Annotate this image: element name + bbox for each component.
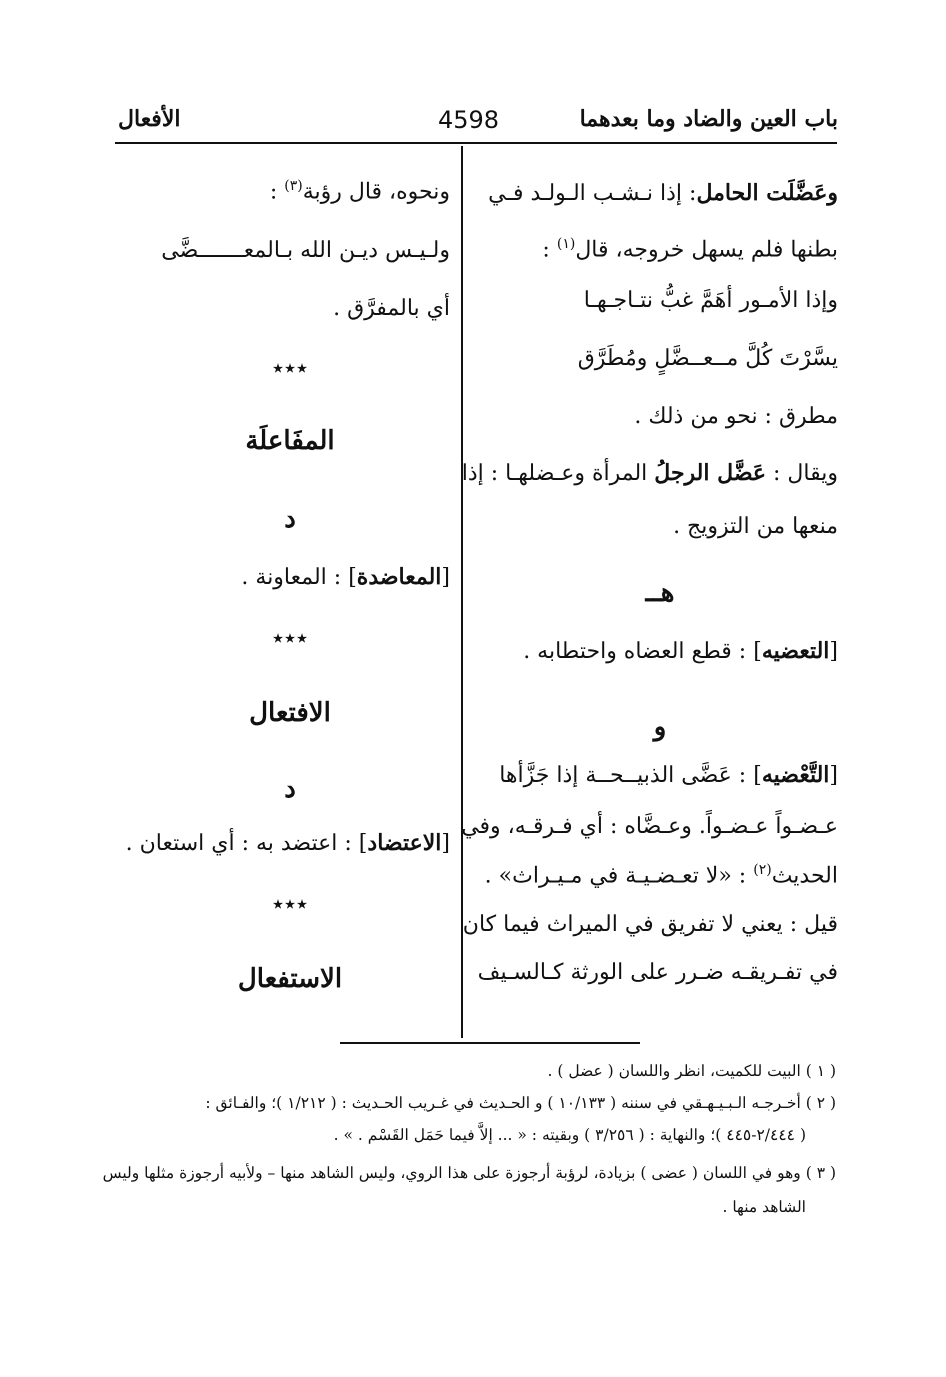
page-number: 4598 <box>438 106 500 134</box>
footnote-ref-3: (٣) <box>284 178 303 194</box>
verse-line-2: يسَّرْتَ كُلَّ مــعــضَّلٍ ومُطَرَّق <box>577 346 838 371</box>
right-line-2: بطنها فلم يسهل خروجه، قال$^{(١)}$ : <box>542 236 838 263</box>
entry-term: التعضيه <box>761 638 830 664</box>
right-line-1: وعَضَّلَت الحامل: إذا نـشـب الـولـد فـي <box>488 180 838 206</box>
root-letter-ha: هــ <box>645 578 675 608</box>
footnote-3-line-2: الشاهد منها . <box>722 1198 806 1216</box>
entry-term: المعاضدة <box>356 564 442 590</box>
entry-term: وعَضَّلَت الحامل <box>696 180 838 206</box>
section-separator-2: ٭٭٭ <box>272 626 308 651</box>
right-line-9: [التعضيه] : قطع العضاه واحتطابه . <box>523 638 838 664</box>
section-separator-1: ٭٭٭ <box>272 356 308 381</box>
entry-term: عَضَّل الرجلُ <box>654 460 767 486</box>
footnote-ref-1: (١) <box>556 236 576 252</box>
right-line-6: ويقال : عَضَّل الرجلُ المرأة وعـضلهـا : إذا <box>461 460 838 486</box>
footnote-2-line-2: ( ٢/٤٤٤-٤٤٥ )؛ والنهاية : ( ٣/٢٥٦ ) وبقيته : « ... إلاَّ فيما حَمَل القَسْم . » . <box>333 1126 806 1144</box>
root-letter-dal-2: د <box>284 774 296 804</box>
root-letter-waw: و <box>653 712 667 742</box>
verse-line-1: وإذا الأمـور أهَمَّ غبُّ نتـاجـهـا <box>583 288 838 313</box>
right-line-12: عـضـواً عـضـواً. وعـضَّاه : أي فـرقـه، وفي <box>461 814 838 839</box>
left-line-1: ونحوه، قال رؤبة$^{(٣)}$ : <box>269 178 450 205</box>
section-separator-3: ٭٭٭ <box>272 892 308 917</box>
entry-term: التَّعْضيه <box>761 762 830 788</box>
footnote-ref-2: (٢) <box>753 862 772 878</box>
right-line-15: في تفـريقـه ضـرر على الورثة كـالسـيف <box>477 960 838 985</box>
running-head-section: الأفعال <box>118 106 181 132</box>
left-verse: ولـيـس ديـن الله بـالمعـــــــضَّى <box>161 238 450 263</box>
root-letter-dal-1: د <box>284 504 296 534</box>
header-rule <box>115 142 837 144</box>
right-line-5: مطرق : نحو من ذلك . <box>634 404 838 429</box>
column-divider <box>461 146 463 1038</box>
entry-term: الاعتضاد <box>367 830 442 856</box>
running-head-chapter: باب العين والضاد وما بعدهما <box>579 106 838 132</box>
right-line-11: [التَّعْضيه] : عَضَّى الذبيــحــة إذا جَزَّأها <box>499 762 838 788</box>
section-heading-iftial: الافتعال <box>249 698 331 728</box>
footnote-2-line-1: ( ٢ ) أخـرجـه الـبـيـهـقي في سننه ( ١٠/١٣٣ ) و الحـديث في غـريب الحـديث : ( ١/٢١٢ )؛ والفـائق : <box>205 1094 836 1112</box>
right-line-14: قيل : يعني لا تفريق في الميراث فيما كان <box>462 912 838 937</box>
footnote-1: ( ١ ) البيت للكميت، انظر واللسان ( عضل ) . <box>547 1062 836 1080</box>
right-line-7: منعها من التزويج . <box>673 514 838 539</box>
right-line-13: الحديث$^{(٢)}$ : «لا تعـضـيـة في مـيـراث» . <box>484 862 838 889</box>
footnote-rule <box>340 1042 640 1044</box>
left-line-6: [المعاضدة] : المعاونة . <box>241 564 450 590</box>
footnote-3-line-1: ( ٣ ) وهو في اللسان ( عضى ) بزيادة، لرؤبة أرجوزة على هذا الروي، وليس الشاهد منها – ولأبيه أرجوزة مثلها وليس <box>102 1164 836 1182</box>
left-line-9: [الاعتضاد] : اعتضد به : أي استعان . <box>125 830 450 856</box>
section-heading-istifaal: الاستفعال <box>237 964 343 994</box>
left-line-3: أي بالمفرَّق . <box>333 296 450 321</box>
section-heading-mufaala: المفَاعلَة <box>245 426 335 456</box>
